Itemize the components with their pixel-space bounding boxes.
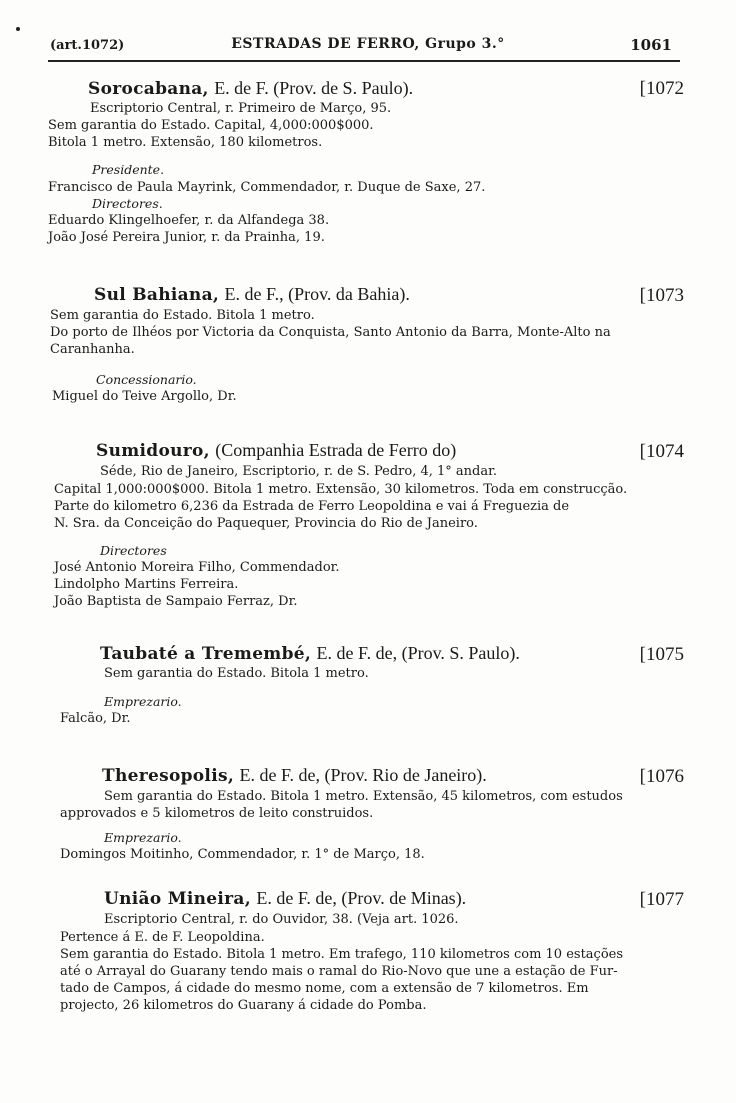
entry-line: Parte do kilometro 6,236 da Estrada de Ferro Leopoldina e vai á Freguezia de — [54, 499, 570, 514]
railway-name: Sumidouro, — [96, 441, 210, 461]
entry-line: Séde, Rio de Janeiro, Escriptorio, r. de S. Pedro, 4, 1° andar. — [100, 464, 498, 479]
entry-title — [100, 643, 520, 664]
entry-line: N. Sra. da Conceição do Paquequer, Provincia do Rio de Janeiro. — [54, 516, 478, 531]
railway-description: E. de F. de, (Prov. Rio de Janeiro). — [239, 765, 487, 785]
person: Eduardo Klingelhoefer, r. da Alfandega 38. — [48, 213, 330, 228]
article-number: [1073 — [639, 285, 684, 306]
person: José Antonio Moreira Filho, Commendador. — [54, 560, 340, 575]
role-title: Concessionario. — [96, 372, 197, 387]
running-header — [50, 36, 686, 58]
article-number: [1077 — [639, 889, 684, 910]
railway-name: Theresopolis, — [102, 766, 235, 786]
person: Lindolpho Martins Ferreira. — [54, 577, 239, 592]
article-number: [1072 — [639, 78, 684, 99]
entry-line: Escriptorio Central, r. Primeiro de Março, 95. — [90, 101, 392, 116]
person: Miguel do Teive Argollo, Dr. — [52, 389, 237, 404]
entry-line: Capital 1,000:000$000. Bitola 1 metro. Extensão, 30 kilometros. Toda em construcção. — [54, 482, 628, 497]
railway-description: E. de F. de, (Prov. S. Paulo). — [316, 643, 520, 663]
entry-line: Escriptorio Central, r. do Ouvidor, 38. (Veja art. 1026. — [104, 912, 459, 927]
article-number: [1075 — [639, 644, 684, 665]
person: Falcão, Dr. — [60, 711, 131, 726]
railway-description: E. de F. de, (Prov. de Minas). — [256, 888, 467, 908]
header-rule — [48, 60, 680, 62]
role-title: Presidente. — [92, 162, 165, 177]
railway-description: E. de F., (Prov. da Bahia). — [224, 284, 410, 304]
person: Domingos Moitinho, Commendador, r. 1° de Março, 18. — [60, 847, 425, 862]
entry-title — [104, 888, 466, 909]
entry-line: até o Arrayal do Guarany tendo mais o ramal do Rio-Novo que une a estação de Fur- — [60, 964, 618, 979]
person: João Baptista de Sampaio Ferraz, Dr. — [54, 594, 298, 609]
entry-line: projecto, 26 kilometros do Guarany á cidade do Pomba. — [60, 998, 427, 1013]
entry-title — [96, 440, 456, 461]
entry-title — [94, 284, 410, 305]
railway-name: Sul Bahiana, — [94, 285, 220, 305]
entry-line: Sem garantia do Estado. Bitola 1 metro. Extensão, 45 kilometros, com estudos — [104, 789, 623, 804]
page-number: 1061 — [630, 36, 672, 54]
ink-speck — [16, 27, 20, 31]
entry-line: Bitola 1 metro. Extensão, 180 kilometros. — [48, 135, 323, 150]
header-title: ESTRADAS DE FERRO, Grupo 3.° — [231, 36, 505, 52]
entry-line: Caranhanha. — [50, 342, 135, 357]
entry-line: Pertence á E. de F. Leopoldina. — [60, 930, 265, 945]
railway-description: (Companhia Estrada de Ferro do) — [215, 440, 457, 460]
railway-name: União Mineira, — [104, 889, 251, 909]
entry-line: tado de Campos, á cidade do mesmo nome, com a extensão de 7 kilometros. Em — [60, 981, 589, 996]
article-number: [1076 — [639, 766, 684, 787]
scan-margin-noise — [696, 0, 736, 1103]
entry-title — [102, 765, 487, 786]
entry-line: Sem garantia do Estado. Bitola 1 metro. — [104, 666, 369, 681]
entry-line: approvados e 5 kilometros de leito construidos. — [60, 806, 374, 821]
railway-name: Taubaté a Tremembé, — [100, 644, 312, 664]
role-title: Emprezario. — [104, 830, 182, 845]
railway-name: Sorocabana, — [88, 79, 209, 99]
header-article-ref: (art.1072) — [50, 38, 125, 53]
entry-line: Do porto de Ilhéos por Victoria da Conquista, Santo Antonio da Barra, Monte-Alto na — [50, 325, 611, 340]
railway-description: E. de F. (Prov. de S. Paulo). — [214, 78, 414, 98]
role-title: Directores. — [92, 196, 163, 211]
entry-title — [88, 78, 413, 99]
person: Francisco de Paula Mayrink, Commendador, r. Duque de Saxe, 27. — [48, 180, 486, 195]
entry-line: Sem garantia do Estado. Capital, 4,000:000$000. — [48, 118, 374, 133]
person: João José Pereira Junior, r. da Prainha, 19. — [48, 230, 325, 245]
article-number: [1074 — [639, 441, 684, 462]
role-title: Directores — [100, 543, 167, 558]
entry-line: Sem garantia do Estado. Bitola 1 metro. — [50, 308, 315, 323]
role-title: Emprezario. — [104, 694, 182, 709]
entry-line: Sem garantia do Estado. Bitola 1 metro. Em trafego, 110 kilometros com 10 estações — [60, 947, 624, 962]
